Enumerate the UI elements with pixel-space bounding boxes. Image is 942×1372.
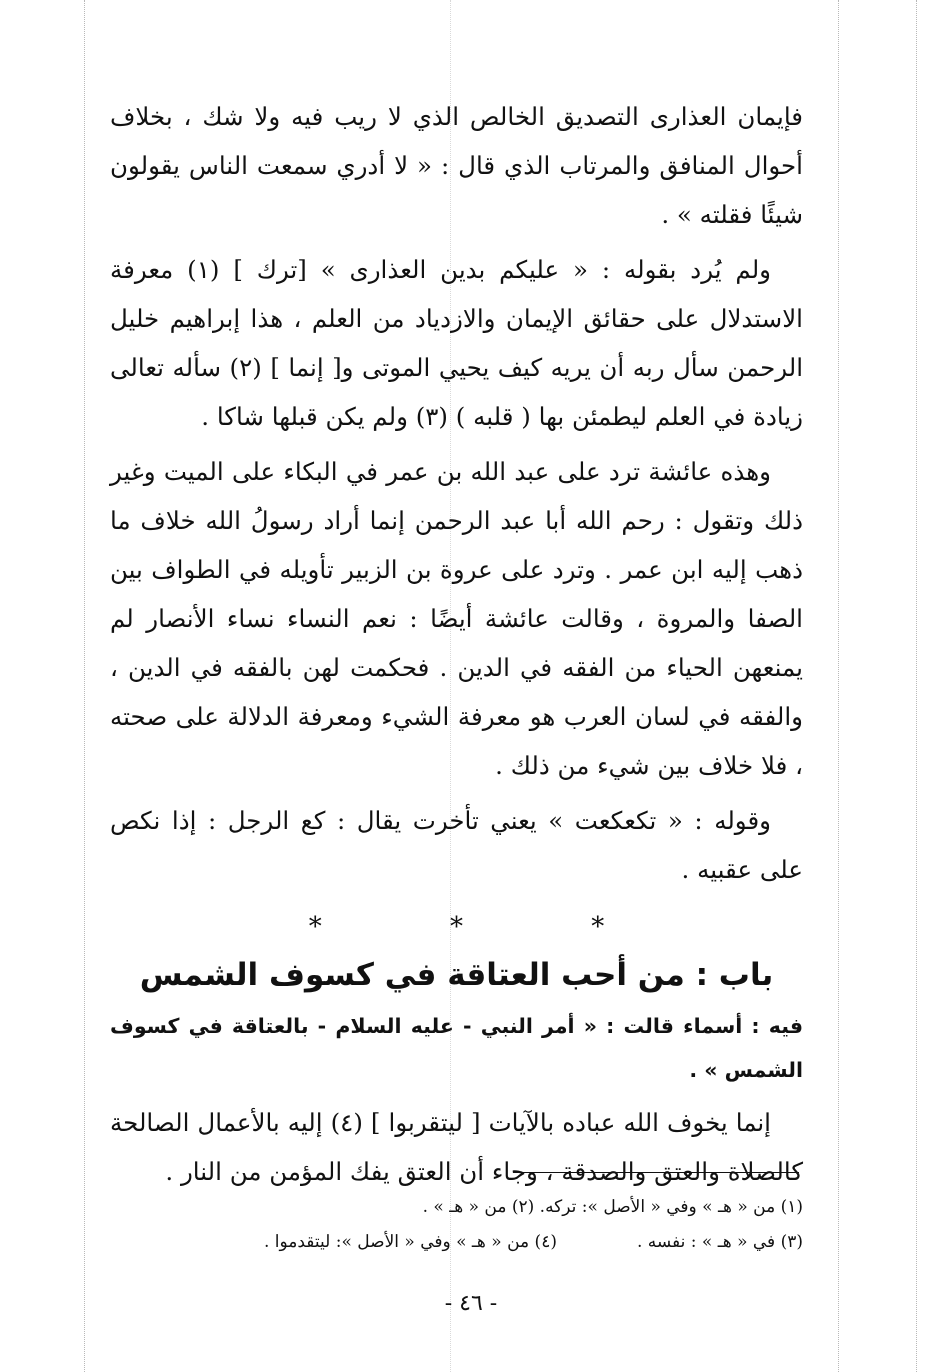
hadith-line: فيه : أسماء قالت : « أمر النبي - عليه السلام - بالعتاقة في كسوف الشمس » . — [110, 1014, 803, 1082]
paragraph-2 — [110, 245, 803, 441]
paragraph-1 — [110, 92, 803, 239]
footnote-3: (٣) في « هـ » : نفسه . — [636, 1232, 803, 1252]
scan-guide-line — [838, 0, 839, 1372]
footnotes — [110, 1190, 803, 1260]
paragraph-5 — [110, 1098, 803, 1196]
footnote-4: (٤) من « هـ » وفي « الأصل »: ليتقدموا . — [263, 1232, 557, 1252]
paragraph-3 — [110, 447, 803, 790]
footnote-line — [110, 1225, 803, 1260]
chapter-title: باب : من أحب العتاقة في كسوف الشمس — [139, 957, 774, 993]
paragraph-1-text: فإيمان العذارى التصديق الخالص الذي لا ريب فيه ولا شك ، بخلاف أحوال المنافق والمرتاب الذي قال : « لا أدري سمعت الناس يقولون شيئًا فقلته » . — [110, 102, 803, 229]
paragraph-3-text: وهذه عائشة ترد على عبد الله بن عمر في البكاء على الميت وغير ذلك وتقول : رحم الله أبا عبد الرحمن إنما أراد رسولُ الله خلاف ما ذهب إليه ابن عمر . وترد على عروة بن الزبير تأويله في الطواف بين الصفا والمروة ، وقالت عائشة أيضًا : نعم النساء نساء الأنصار لم يمنعهن الحياء من الفقه في الدين . فحكمت لهن بالفقه في الدين ، والفقه في لسان العرب هو معرفة الشيء ومعرفة الدلالة على صحته ، فلا خلاف بين شيء من ذلك . — [110, 457, 803, 780]
main-text — [110, 92, 803, 1202]
scan-guide-line — [916, 0, 917, 1372]
scan-guide-line — [84, 0, 85, 1372]
paragraph-5-text: إنما يخوف الله عباده بالآيات [ ليتقربوا ] (٤) إليه بالأعمال الصالحة كالصلاة والعتق والصدقة ، وجاء أن العتق يفك المؤمن من النار . — [110, 1108, 803, 1186]
paragraph-2-text: ولم يُرد بقوله : « عليكم بدين العذارى » [ترك ] (١) معرفة الاستدلال على حقائق الإيمان والازدياد من العلم ، هذا إبراهيم خليل الرحمن سأل ربه أن يريه كيف يحيي الموتى و[ إنما ] (٢) سأله تعالى زيادة في العلم ليطمئن بها ( قلبه ) (٣) ولم يكن قبلها شاكا . — [110, 255, 804, 431]
paragraph-4 — [110, 796, 803, 894]
paragraph-4-text: وقوله : « تكعكعت » يعني تأخرت يقال : كع الرجل : إذا نكص على عقبيه . — [110, 806, 803, 884]
section-separator: * * * — [308, 912, 665, 942]
footnote-line: (١) من « هـ » وفي « الأصل »: تركه. (٢) من « هـ » . — [422, 1197, 803, 1217]
page-number: - ٤٦ - — [444, 1291, 498, 1316]
footnote-rule — [513, 1172, 799, 1173]
